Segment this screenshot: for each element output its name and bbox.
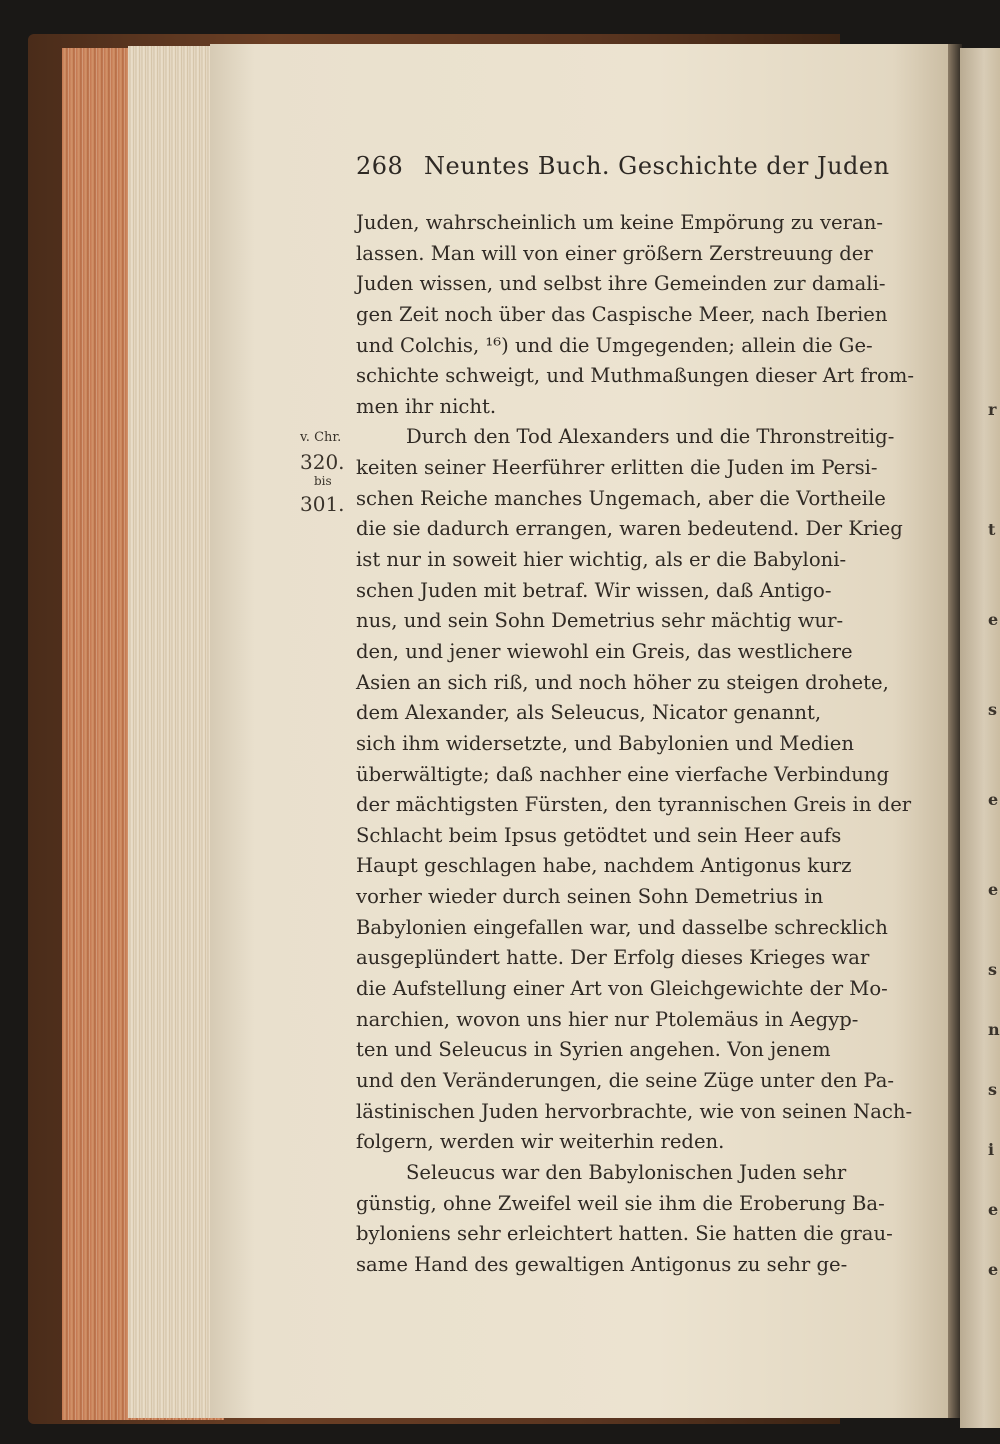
- text-line: Durch den Tod Alexanders und die Thronstreitig-: [406, 425, 895, 449]
- margin-year-from: 320.: [300, 449, 345, 474]
- margin-date-note: [300, 430, 356, 516]
- running-header: [356, 152, 890, 192]
- facing-page-mark: s: [988, 960, 998, 979]
- text-line: dem Alexander, als Seleucus, Nicator genannt,: [356, 701, 822, 725]
- facing-page-mark: e: [988, 1260, 999, 1279]
- text-line: sich ihm widersetzte, und Babylonien und Medien: [356, 731, 854, 755]
- text-line: byloniens sehr erleichtert hatten. Sie hatten die grau-: [356, 1222, 893, 1246]
- page-number: 268: [356, 152, 404, 180]
- body-text: [356, 208, 918, 1280]
- margin-connector: bis: [314, 473, 332, 488]
- text-line: Haupt geschlagen habe, nachdem Antigonus kurz: [356, 854, 852, 878]
- facing-page-mark: r: [988, 400, 997, 419]
- text-line: gen Zeit noch über das Caspische Meer, nach Iberien: [356, 302, 888, 326]
- text-line: schen Reiche manches Ungemach, aber die Vortheile: [356, 486, 886, 510]
- text-line: Juden, wahrscheinlich um keine Empörung zu veran-: [356, 211, 883, 234]
- text-line: der mächtigsten Fürsten, den tyrannischen Greis in der: [356, 793, 912, 817]
- text-line: und Colchis, ¹⁶) und die Umgegenden; allein die Ge-: [356, 333, 873, 357]
- facing-page-mark: e: [988, 610, 999, 629]
- text-line: nus, und sein Sohn Demetrius sehr mächtig wur-: [356, 609, 844, 633]
- facing-page-mark: e: [988, 1200, 999, 1219]
- text-line: Babylonien eingefallen war, und dasselbe schrecklich: [356, 915, 888, 939]
- running-title: Neuntes Buch. Geschichte der Juden: [424, 152, 890, 180]
- text-line: lassen. Man will von einer größern Zerstreuung der: [356, 241, 873, 265]
- margin-year-to: 301.: [300, 491, 345, 516]
- text-line: same Hand des gewaltigen Antigonus zu sehr ge-: [356, 1252, 848, 1276]
- text-line: narchien, wovon uns hier nur Ptolemäus in Aegyp-: [356, 1007, 859, 1031]
- text-line: ist nur in soweit hier wichtig, als er die Babyloni-: [356, 548, 847, 572]
- facing-page-mark: s: [988, 1080, 998, 1099]
- text-line: men ihr nicht.: [356, 394, 497, 418]
- text-line: Schlacht beim Ipsus getödtet und sein Heer aufs: [356, 823, 842, 847]
- facing-page-mark: i: [988, 1140, 995, 1159]
- facing-page-edge: [960, 48, 1000, 1428]
- text-line: günstig, ohne Zweifel weil sie ihm die Eroberung Ba-: [356, 1191, 885, 1215]
- text-line: den, und jener wiewohl ein Greis, das westlichere: [356, 639, 853, 663]
- text-line: vorher wieder durch seinen Sohn Demetrius in: [356, 885, 824, 909]
- text-line: Juden wissen, und selbst ihre Gemeinden zur damali-: [356, 272, 886, 296]
- text-line: keiten seiner Heerführer erlitten die Juden im Persi-: [356, 456, 878, 480]
- text-line: Asien an sich riß, und noch höher zu steigen drohete,: [356, 670, 889, 694]
- text-line: die sie dadurch errangen, waren bedeutend. Der Krieg: [356, 517, 903, 541]
- facing-page-mark: n: [988, 1020, 1000, 1039]
- facing-page-mark: s: [988, 700, 998, 719]
- text-line: schen Juden mit betraf. Wir wissen, daß Antigo-: [356, 578, 832, 602]
- text-line: folgern, werden wir weiterhin reden.: [356, 1130, 725, 1154]
- facing-page-mark: e: [988, 790, 999, 809]
- facing-page-mark: t: [988, 520, 996, 539]
- text-line: die Aufstellung einer Art von Gleichgewichte der Mo-: [356, 977, 888, 1001]
- text-line: lästinischen Juden hervorbrachte, wie von seinen Nach-: [356, 1099, 913, 1123]
- text-line: ten und Seleucus in Syrien angehen. Von jenem: [356, 1038, 831, 1062]
- text-line: schichte schweigt, und Muthmaßungen dieser Art from-: [356, 364, 915, 388]
- facing-page-mark: e: [988, 880, 999, 899]
- text-line: und den Veränderungen, die seine Züge unter den Pa-: [356, 1068, 895, 1092]
- margin-era: v. Chr.: [300, 430, 342, 445]
- text-line: ausgeplündert hatte. Der Erfolg dieses Krieges war: [356, 946, 870, 970]
- text-line: Seleucus war den Babylonischen Juden sehr: [406, 1160, 847, 1184]
- text-line: überwältigte; daß nachher eine vierfache Verbindung: [356, 762, 890, 786]
